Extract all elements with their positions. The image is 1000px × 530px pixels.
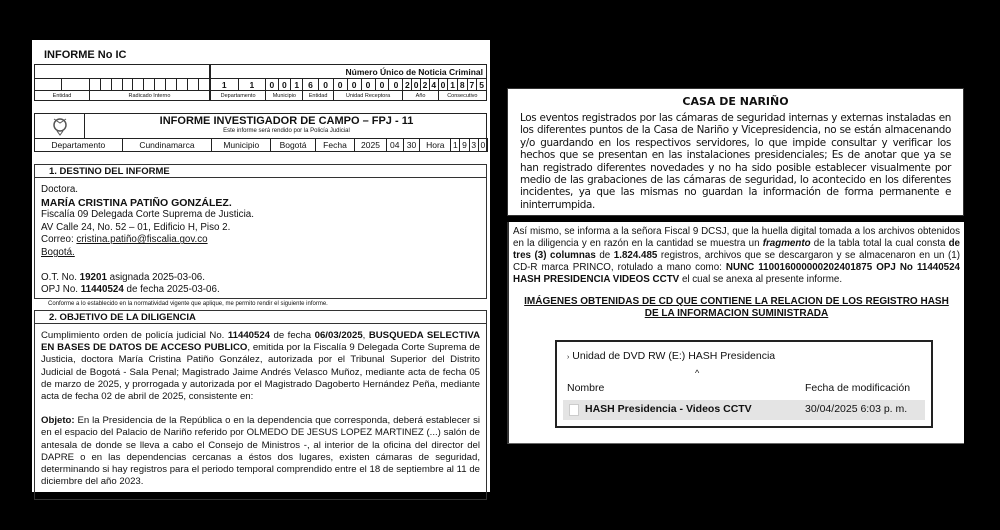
file-icon bbox=[569, 404, 579, 416]
coat-of-arms-icon bbox=[35, 114, 85, 138]
form-title: INFORME INVESTIGADOR DE CAMPO – FPJ - 11 bbox=[159, 115, 414, 127]
form-subtitle: Este informe será rendido por la Policía Judicial bbox=[223, 128, 350, 134]
label-radicado: Radicado Interno bbox=[89, 91, 209, 101]
form-cell: Hora bbox=[420, 139, 451, 152]
hash-paragraph: Así mismo, se informa a la señora Fiscal 9 DCSJ, que la huella digital tomada a los archivos obtenidos en la diligencia y en razón en la cantidad se muestra un fragmento de la tabla total la cual consta de tres (3) columnas de 1.824.485 registros, archivos que se descargaron y se almacenaron en un (1) CD-R marca PRINCO, rotulado a mano como: NUNC 110016000000202401875 OPJ No 11440524 HASH PRESIDENCIA VIDEOS CCTV el cual se anexa al presente informe. bbox=[513, 226, 961, 285]
email-link[interactable]: cristina.patiño@fiscalia.gov.co bbox=[76, 234, 208, 246]
hash-report-excerpt bbox=[507, 222, 964, 444]
nunc-digit: 0 bbox=[347, 79, 361, 91]
excerpt-title: CASA DE NARIÑO bbox=[682, 95, 789, 108]
nunc-digit: 1 bbox=[211, 79, 239, 91]
nunc-digit: 2 bbox=[403, 79, 412, 91]
explorer-path: › Unidad de DVD RW (E:) HASH Presidencia bbox=[567, 350, 776, 362]
file-row[interactable] bbox=[563, 400, 925, 420]
form-header bbox=[34, 113, 487, 152]
nunc-digit: 7 bbox=[467, 79, 477, 91]
nunc-digit: 1 bbox=[291, 79, 303, 91]
section-2-heading: 2. OBJETIVO DE LA DILIGENCIA bbox=[35, 311, 486, 324]
ot-line: O.T. No. 19201 asignada 2025-03-06. bbox=[41, 271, 205, 283]
nunc-digit: 0 bbox=[333, 79, 347, 91]
form-cell: 30 bbox=[403, 139, 420, 152]
label-departamento: Departamento bbox=[211, 91, 266, 101]
city: Bogotá. bbox=[41, 246, 75, 258]
nunc-digit: 6 bbox=[303, 79, 318, 91]
report-title: INFORME No IC bbox=[44, 49, 127, 61]
nunc-digit: 0 bbox=[412, 79, 421, 91]
nunc-digit: 0 bbox=[266, 79, 278, 91]
label-municipio: Municipio bbox=[266, 91, 303, 101]
nunc-digit: 0 bbox=[389, 79, 403, 91]
recipient-address: AV Calle 24, No. 52 – 01, Edificio H, Piso 2. bbox=[41, 221, 231, 233]
section-destino bbox=[34, 164, 487, 299]
sort-ascending-icon[interactable]: ^ bbox=[695, 368, 700, 378]
recipient-office: Fiscalía 09 Delegada Corte Suprema de Justicia. bbox=[41, 209, 254, 221]
nunc-table bbox=[210, 64, 487, 101]
nunc-digit: 0 bbox=[278, 79, 290, 91]
column-nombre[interactable]: Nombre bbox=[567, 382, 605, 394]
nunc-digit: 0 bbox=[375, 79, 389, 91]
form-cell: 9 bbox=[460, 139, 469, 152]
form-cell: Cundinamarca bbox=[122, 139, 212, 152]
form-cell: 2025 bbox=[355, 139, 387, 152]
opj-line: OPJ No. 11440524 de fecha 2025-03-06. bbox=[41, 284, 220, 296]
form-cell: Bogotá bbox=[271, 139, 316, 152]
file-date: 30/04/2025 6:03 p. m. bbox=[805, 403, 908, 415]
nunc-title: Número Único de Noticia Criminal bbox=[211, 65, 487, 79]
nunc-digit: 8 bbox=[457, 79, 467, 91]
column-fecha[interactable]: Fecha de modificación bbox=[805, 382, 911, 394]
section-objetivo bbox=[34, 310, 487, 500]
form-cell: 0 bbox=[478, 139, 487, 152]
casa-narino-excerpt bbox=[507, 88, 964, 216]
section-1-heading: 1. DESTINO DEL INFORME bbox=[35, 165, 486, 178]
email-label: Correo: bbox=[41, 234, 77, 246]
nunc-digit: 0 bbox=[318, 79, 333, 91]
fpj11-report-page bbox=[32, 40, 490, 492]
excerpt-text: Los eventos registrados por las cámaras de seguridad internas y externas instaladas en los diferentes puntos de la Casa de Nariño y Vicepresidencia, no se están almacenando y/o guardando en los respectivos servidores, lo que impide consultar y verificar los hechos que se presentan en las instalaciones presidenciales; Es de anotar que ya se han registrado diferentes novedades y no ha sido posible establecer visualmente por medio de las grabaciones de las cámaras de seguridad, lo acontecido en los diferentes incidentes, ya que las mismas no guardan la información de forma permanente e ininterrumpida. bbox=[520, 112, 951, 211]
objeto-paragraph: Objeto: En la Presidencia de la República o en la dependencia que corresponda, deberá establecer si en el espacio del Palacio de Nariño referido por OLMEDO DE JESUS LOPEZ MARTINEZ (...) salón de antesala de donde se lleva a cabo el Consejo de Ministros -, al interior de la oficina del director del DAPRE o en las dependencias cercanas a éstos dos lugares, existen cámaras de seguridad, determinando si hay registros para el periodo temporal comprendido entre el 18 de septiembre al 11 de diciembre del año 2023. bbox=[41, 415, 480, 488]
legal-note: Conforme a lo establecido en la normatividad vigente que aplique, me permito rendir el siguiente informe. bbox=[48, 301, 328, 307]
nunc-digit: 5 bbox=[477, 79, 487, 91]
form-cell: 04 bbox=[386, 139, 403, 152]
label-consecutivo: Consecutivo bbox=[438, 91, 486, 101]
nunc-digit: 1 bbox=[448, 79, 458, 91]
label-entidad: Entidad bbox=[35, 91, 90, 101]
nunc-digit: 4 bbox=[429, 79, 438, 91]
form-cell: Municipio bbox=[212, 139, 271, 152]
images-heading: IMÁGENES OBTENIDAS DE CD QUE CONTIENE LA RELACION DE LOS REGISTRO HASH DE LA INFORMACION SUMINISTRADA bbox=[524, 296, 949, 319]
nunc-digit: 0 bbox=[361, 79, 375, 91]
label-entidad: Entidad bbox=[303, 91, 333, 101]
objective-paragraph: Cumplimiento orden de policía judicial No. 11440524 de fecha 06/03/2025, BUSQUEDA SELECTIVA EN BASES DE DATOS DE ACCESO PUBLICO, emitida por la Fiscalía 9 Delegada Corte Suprema de Justicia, doctora María Cristina Patiño González, autorizada por el Tribunal Superior del Distrito Judicial de Bogotá - Sala Penal; Magistrado Jaime Andrés Velasco Muñoz, mediante acta de fecha 05 de marzo de 2025, y prorrogada y autorizada por el Magistrado Dagoberto Hernández Peña, mediante acta de fecha 02 de abril de 2025, consistente en: bbox=[41, 330, 480, 403]
internal-radicado-table bbox=[34, 64, 210, 101]
salutation: Doctora. bbox=[41, 184, 79, 195]
nunc-digit: 0 bbox=[438, 79, 448, 91]
label-unidad-receptora: Unidad Receptora bbox=[333, 91, 403, 101]
nunc-digit: 2 bbox=[421, 79, 430, 91]
form-location-date-row bbox=[34, 138, 488, 152]
recipient-name: MARÍA CRISTINA PATIÑO GONZÁLEZ. bbox=[41, 196, 232, 209]
form-cell: 1 bbox=[451, 139, 460, 152]
file-name: HASH Presidencia - Videos CCTV bbox=[585, 403, 752, 415]
form-cell: Departamento bbox=[35, 139, 123, 152]
nunc-digit: 1 bbox=[238, 79, 266, 91]
label-ano: Año bbox=[403, 91, 438, 101]
form-cell: Fecha bbox=[315, 139, 354, 152]
file-explorer-screenshot bbox=[555, 340, 933, 428]
form-cell: 3 bbox=[469, 139, 478, 152]
